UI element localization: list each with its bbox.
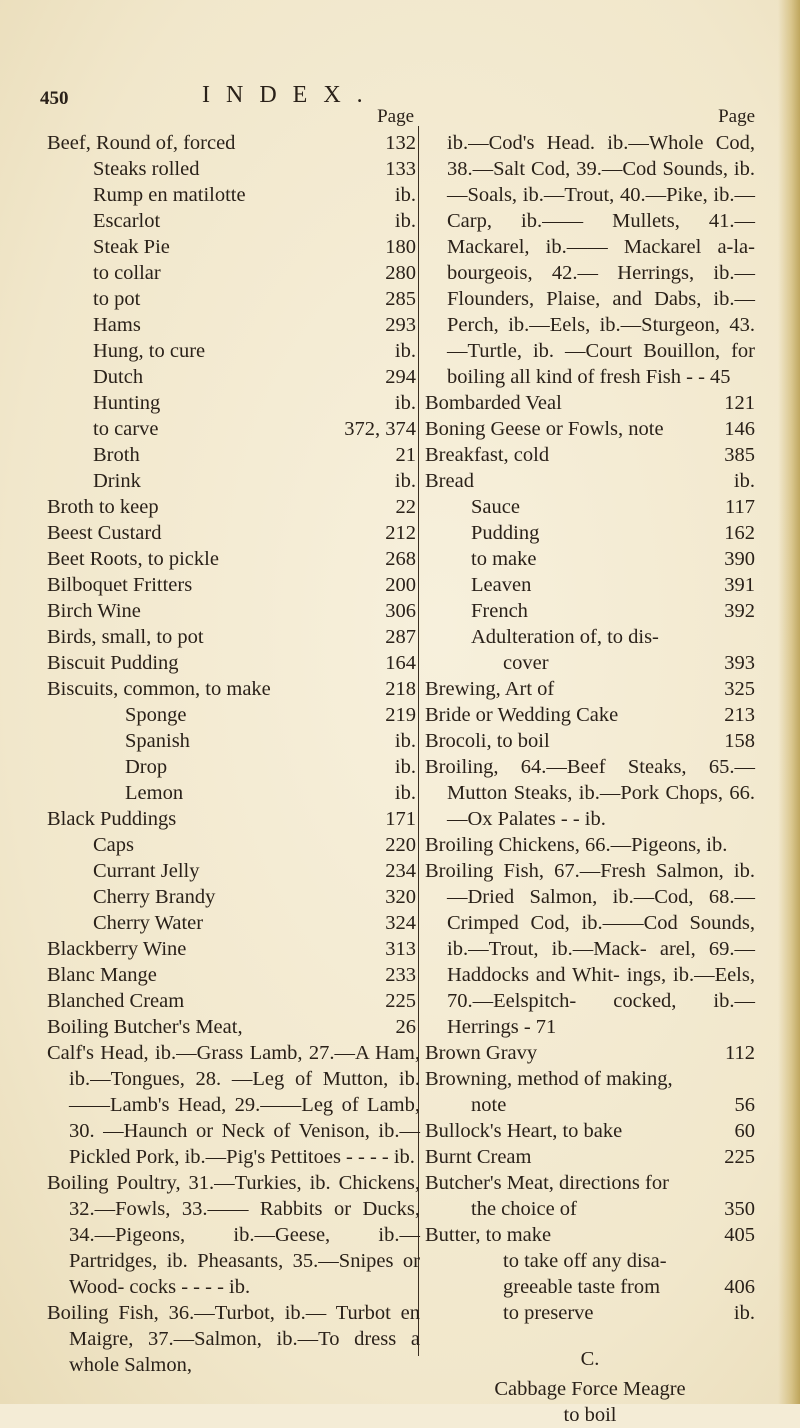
page-column-heading: Page [377,106,414,127]
entry-term: to pot [93,288,141,310]
entry-page: 280 [385,262,416,284]
entry-page: 406 [724,1276,755,1298]
entry-term: Birds, small, to pot [47,626,204,648]
index-entry [425,468,755,494]
entry-term: Broth to keep [47,496,159,518]
entry-page: 350 [724,1198,755,1220]
entry-page: 56 [734,1094,755,1116]
index-entry [47,780,420,806]
right-entry-list [425,1040,755,1326]
right-entry-list [425,390,755,624]
entry-term: Breakfast, cold [425,444,550,466]
entry-term: Steaks rolled [93,158,200,180]
entry-term: to make [471,548,537,570]
entry-term: Lemon [125,782,184,804]
index-entry [47,702,420,728]
entry-page: ib. [394,470,416,492]
entry-term: Birch Wine [47,600,141,622]
entry-term: Sauce [471,496,520,518]
entry-page: 405 [724,1224,755,1246]
entry-page: ib. [394,210,416,232]
entry-page: ib. [394,184,416,206]
entry-page: 212 [385,522,416,544]
entry-page: 200 [385,574,416,596]
index-entry [47,442,420,468]
index-entry [425,442,755,468]
index-paragraph: ib.—Cod's Head. ib.—Whole Cod, 38.—Salt Cod, 39.—Cod Sounds, ib.—Soals, ib.—Trout, 40.—Pike, ib.—Carp, ib.—— Mullets, 41.—Mackarel, ib.—— Mackarel a-la-bourgeois, 42.— Herrings, ib.—Flounders, Plaise, and Dabs, ib.—Perch, ib.—Eels, ib.—Sturgeon, 43.—Turtle, ib. —Court Bouillon, for boiling all kind of fresh Fish - - 45 [447,132,755,388]
index-entry [47,312,420,338]
index-entry [47,234,420,260]
entry-term: Bombarded Veal [425,392,562,414]
entry-term: note [471,1094,507,1116]
entry-term: Leaven [471,574,532,596]
index-entry [47,1014,420,1040]
index-paragraph: Boiling Fish, 36.—Turbot, ib.— Turbot en Maigre, 37.—Salmon, ib.—To dress a whole Salmon, [47,1302,420,1376]
index-entry [47,962,420,988]
entry-term: to preserve [503,1302,594,1324]
entry-term: Browning, method of making, [425,1068,673,1090]
entry-term: Black Puddings [47,808,177,830]
entry-page: 22 [395,496,416,518]
entry-term: Blackberry Wine [47,938,187,960]
entry-term: Spanish [125,730,190,752]
index-entry [47,520,420,546]
page-edge-shading [778,0,800,1404]
entry-term: Caps [93,834,134,856]
entry-page: 294 [385,366,416,388]
entry-term: Beef, Round of, forced [47,132,236,154]
entry-page: 218 [385,678,416,700]
entry-term: Biscuits, common, to make [47,678,271,700]
index-entry: Cabbage Force Meagre [494,1378,686,1400]
index-entry [425,1118,755,1144]
index-entry [425,1144,755,1170]
entry-page: 133 [385,158,416,180]
entry-term: Adulteration of, to dis- [471,626,659,648]
index-entry [425,650,755,676]
entry-term: Cherry Brandy [93,886,216,908]
entry-term: Blanc Mange [47,964,157,986]
index-entry [47,546,420,572]
entry-term: Burnt Cream [425,1146,532,1168]
entry-page: 146 [724,418,755,440]
index-entry [425,1196,755,1222]
page-column-heading: Page [718,106,755,127]
entry-page: ib. [733,470,755,492]
index-entry [425,1066,755,1092]
entry-page: 393 [724,652,755,674]
entry-page: 392 [724,600,755,622]
entry-page: 325 [724,678,755,700]
entry-term: French [471,600,528,622]
index-entry [47,494,420,520]
entry-term: Bride or Wedding Cake [425,704,619,726]
entry-term: greeable taste from [503,1276,661,1298]
entry-term: Hunting [93,392,161,414]
index-entry [47,208,420,234]
index-entry [47,182,420,208]
entry-page: ib. [394,730,416,752]
entry-term: Biscuit Pudding [47,652,179,674]
entry-page: 225 [385,990,416,1012]
index-paragraph: Broiling Chickens, 66.—Pigeons, ib. [425,834,728,856]
entry-page: 180 [385,236,416,258]
index-entry [47,624,420,650]
index-entry [47,858,420,884]
entry-term: to take off any disa- [503,1250,667,1272]
index-entry [425,1274,755,1300]
index-entry [47,416,420,442]
left-entry-list [47,130,420,1040]
index-entry [425,1170,755,1196]
entry-page: 391 [724,574,755,596]
entry-term: Butcher's Meat, directions for [425,1172,669,1194]
index-entry [47,806,420,832]
entry-page: 132 [385,132,416,154]
entry-page: 164 [385,652,416,674]
entry-page: ib. [394,392,416,414]
entry-page: 385 [724,444,755,466]
entry-page: 158 [724,730,755,752]
entry-page: 219 [385,704,416,726]
entry-page: 285 [385,288,416,310]
index-entry [47,130,420,156]
index-entry [47,572,420,598]
right-entry-list [425,676,755,754]
section-letter: C. [580,1348,600,1370]
entry-page: 293 [385,314,416,336]
entry-page: 220 [385,834,416,856]
running-title: INDEX. [202,82,379,108]
index-entry [425,520,755,546]
entry-page: 213 [724,704,755,726]
index-entry [425,1222,755,1248]
entry-page: 171 [385,808,416,830]
index-entry [425,546,755,572]
entry-page: ib. [394,756,416,778]
entry-term: cover [503,652,549,674]
index-entry [425,390,755,416]
entry-term: Currant Jelly [93,860,200,882]
index-entry [47,754,420,780]
page-number: 450 [40,88,69,109]
index-entry [425,572,755,598]
index-entry [425,1248,755,1274]
index-paragraph: Calf's Head, ib.—Grass Lamb, 27.—A Ham, ib.—Tongues, 28. —Leg of Mutton, ib.——Lamb's Head, 29.——Leg of Lamb, 30. —Haunch or Neck of Venison, ib.—Pickled Pork, ib.—Pig's Pettitoes - - - - ib. [47,1042,420,1168]
index-entry [425,598,755,624]
entry-term: Dutch [93,366,144,388]
entry-page: 306 [385,600,416,622]
index-entry [47,260,420,286]
entry-term: Steak Pie [93,236,170,258]
entry-term: Beest Custard [47,522,162,544]
index-entry [47,156,420,182]
index-paragraph: Broiling Fish, 67.—Fresh Salmon, ib.—Dried Salmon, ib.—Cod, 68.—Crimped Cod, ib.——Cod Sounds, ib.—Trout, ib.—Mack- arel, 69.—Haddocks and Whit- ings, ib.—Eels, 70.—Eelspitch- cocked, ib.—Herrings - 71 [425,860,755,1038]
index-entry [47,390,420,416]
entry-term: Escarlot [93,210,161,232]
entry-page: 112 [725,1042,755,1064]
index-entry [425,494,755,520]
index-entry [47,338,420,364]
index-entry [425,416,755,442]
entry-page: ib. [394,782,416,804]
index-paragraph: Broiling, 64.—Beef Steaks, 65.— Mutton Steaks, ib.—Pork Chops, 66.—Ox Palates - - ib. [425,756,755,830]
entry-term: Blanched Cream [47,990,185,1012]
index-entry [47,910,420,936]
entry-page: 268 [385,548,416,570]
entry-term: Rump en matilotte [93,184,246,206]
entry-term: Brown Gravy [425,1042,538,1064]
entry-page: 320 [385,886,416,908]
entry-page: 225 [724,1146,755,1168]
entry-page: 121 [724,392,755,414]
entry-page: 21 [395,444,416,466]
index-entry [47,286,420,312]
entry-term: Butter, to make [425,1224,552,1246]
index-entry [425,624,755,650]
index-entry [425,676,755,702]
entry-page: 372, 374 [344,418,416,440]
index-entry [47,884,420,910]
index-paragraph: Boiling Poultry, 31.—Turkies, ib. Chickens, 32.—Fowls, 33.—— Rabbits or Ducks, 34.—Pigeons, ib.—Geese, ib.—Partridges, ib. Pheasants, 35.—Snipes or Wood- cocks - - - - ib. [47,1172,420,1298]
entry-term: Cherry Water [93,912,204,934]
entry-term: Pudding [471,522,540,544]
entry-page: 287 [385,626,416,648]
entry-term: Boning Geese or Fowls, note [425,418,664,440]
entry-term: Brocoli, to boil [425,730,550,752]
entry-term: Bread [425,470,474,492]
index-entry [47,936,420,962]
entry-term: Bullock's Heart, to bake [425,1120,623,1142]
entry-term: Beet Roots, to pickle [47,548,219,570]
index-entry [47,728,420,754]
index-entry [47,676,420,702]
index-entry: to boil [563,1404,617,1426]
entry-term: Boiling Butcher's Meat, [47,1016,243,1038]
entry-term: the choice of [471,1198,577,1220]
entry-page: 117 [725,496,755,518]
entry-term: to carve [93,418,159,440]
entry-term: Broth [93,444,140,466]
entry-term: Hams [93,314,141,336]
entry-page: 234 [385,860,416,882]
index-entry [425,702,755,728]
entry-page: ib. [733,1302,755,1324]
left-column [47,104,420,1378]
entry-page: 162 [724,522,755,544]
index-entry [425,1092,755,1118]
entry-page: 313 [385,938,416,960]
entry-page: 233 [385,964,416,986]
index-entry [425,728,755,754]
entry-term: Sponge [125,704,187,726]
entry-page: 60 [734,1120,755,1142]
entry-term: Brewing, Art of [425,678,555,700]
entry-page: 26 [395,1016,416,1038]
index-entry [47,468,420,494]
index-entry [425,1300,755,1326]
entry-term: to collar [93,262,161,284]
right-column [425,104,755,1428]
index-entry [425,1040,755,1066]
entry-term: Bilboquet Fritters [47,574,193,596]
index-entry [47,988,420,1014]
index-entry [47,598,420,624]
entry-term: Hung, to cure [93,340,206,362]
index-entry [47,364,420,390]
entry-page: 324 [385,912,416,934]
index-entry [47,650,420,676]
index-entry [47,832,420,858]
entry-page: ib. [394,340,416,362]
entry-term: Drop [125,756,168,778]
entry-page: 390 [724,548,755,570]
entry-term: Drink [93,470,141,492]
